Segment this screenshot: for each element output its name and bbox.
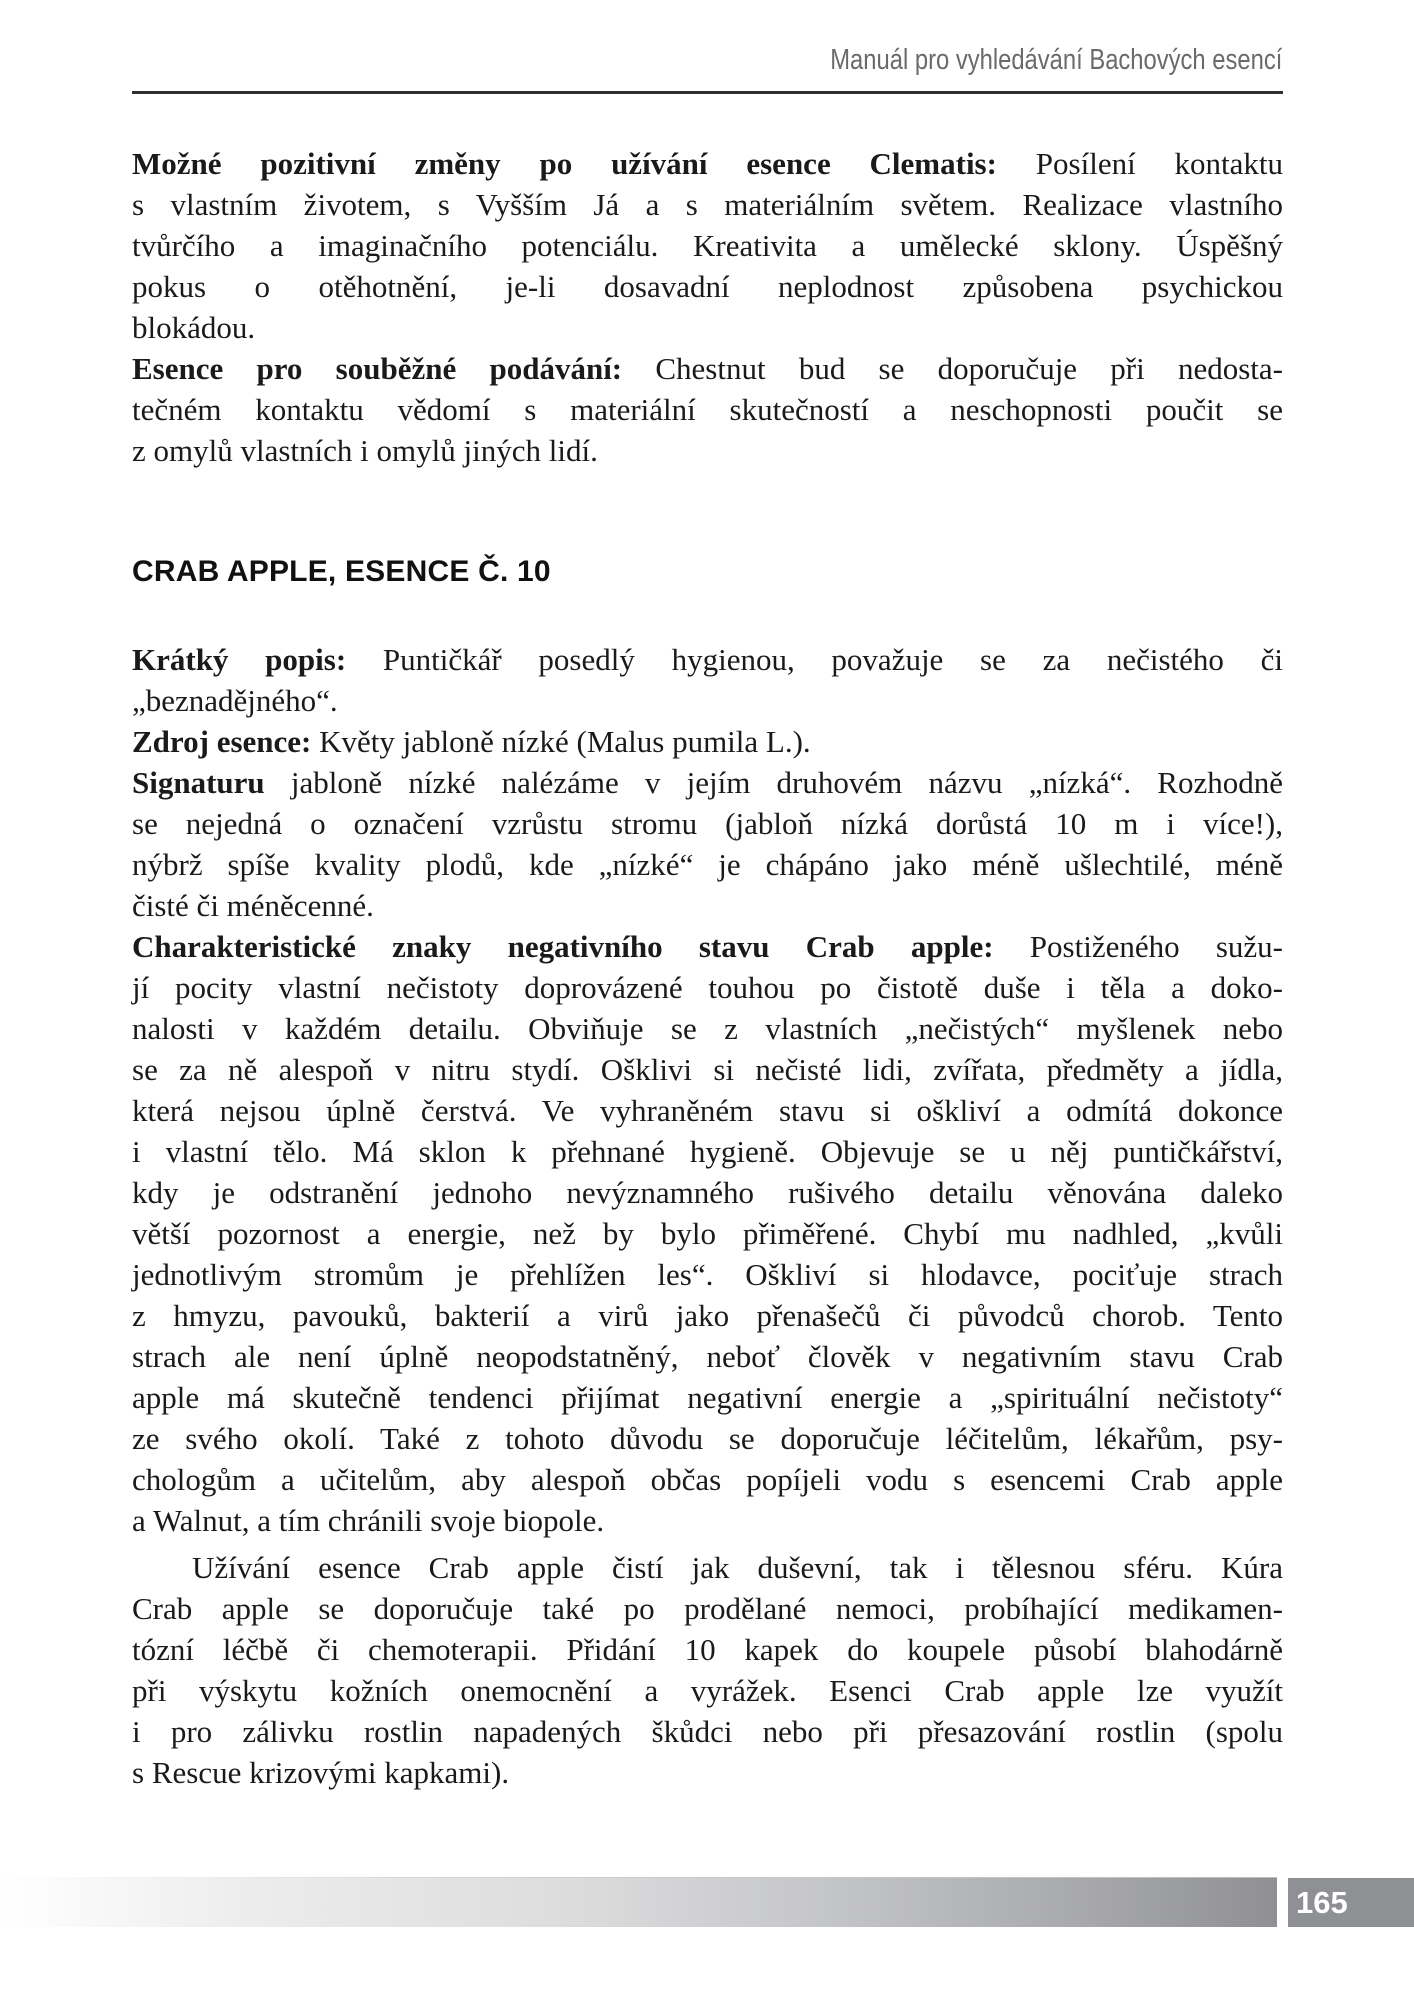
running-header-title: Manuál pro vyhledávání Bachových esencí xyxy=(829,44,1282,76)
short-description-line: „beznadějného“. xyxy=(132,683,338,718)
negative-state-line: chologům a učitelům, aby alespoň občas popíjeli vodu s esencemi Crab apple xyxy=(132,1462,1283,1497)
source-label: Zdroj esence: xyxy=(132,724,312,759)
negative-state-line: větší pozornost a energie, než by bylo přiměřené. Chybí mu nadhled, „kvůli xyxy=(132,1216,1283,1251)
footer-gradient-bar xyxy=(0,1878,1277,1927)
positive-changes-line: pokus o otěhotnění, je-li dosavadní neplodnost způsobena psychickou xyxy=(132,269,1283,304)
positive-changes-line: blokádou. xyxy=(132,310,256,345)
concurrent-essences-line: Esence pro souběžné podávání: Chestnut bud se doporučuje při nedosta- xyxy=(132,351,1283,386)
page-number-box xyxy=(1288,1878,1414,1927)
signature-line: se nejedná o označení vzrůstu stromu (jabloň nízká dorůstá 10 m i více!), xyxy=(132,806,1283,841)
negative-state-line: jednotlivým stromům je přehlížen les“. Oškliví si hlodavce, pociťuje strach xyxy=(132,1257,1283,1292)
negative-state-line: Charakteristické znaky negativního stavu Crab apple: Postiženého sužu- xyxy=(132,929,1283,964)
negative-state-line: apple má skutečně tendenci přijímat negativní energie a „spirituální nečistoty“ xyxy=(132,1380,1283,1415)
negative-state-line: jí pocity vlastní nečistoty doprovázené touhou po čistotě duše i těla a doko- xyxy=(132,970,1283,1005)
negative-state-line: která nejsou úplně čerstvá. Ve vyhraněném stavu si oškliví a odmítá dokonce xyxy=(132,1093,1283,1128)
section-heading: CRAB APPLE, ESENCE Č. 10 xyxy=(132,555,551,588)
positive-changes-label: Možné pozitivní změny po užívání esence Clematis: xyxy=(132,146,997,181)
positive-changes-line: tvůrčího a imaginačního potenciálu. Kreativita a umělecké sklony. Úspěšný xyxy=(132,228,1283,263)
short-description-line: Krátký popis: Puntičkář posedlý hygienou, považuje se za nečistého či xyxy=(132,642,1283,677)
concurrent-essences-line: tečném kontaktu vědomí s materiální skutečností a neschopnosti poučit se xyxy=(132,392,1283,427)
concurrent-essences-label: Esence pro souběžné podávání: xyxy=(132,351,623,386)
source-line: Zdroj esence: Květy jabloně nízké (Malus pumila L.). xyxy=(132,724,811,759)
header-rule xyxy=(132,91,1283,94)
page-number: 165 xyxy=(1296,1885,1348,1920)
negative-state-line: z hmyzu, pavouků, bakterií a virů jako přenašečů či původců chorob. Tento xyxy=(132,1298,1283,1333)
short-description-label: Krátký popis: xyxy=(132,642,347,677)
concurrent-essences-line: z omylů vlastních i omylů jiných lidí. xyxy=(132,433,598,468)
negative-state-line: a Walnut, a tím chránili svoje biopole. xyxy=(132,1503,605,1538)
negative-state-line: se za ně alespoň v nitru stydí. Ošklivi si nečisté lidi, zvířata, předměty a jídla, xyxy=(132,1052,1283,1087)
signature-line: Signaturu jabloně nízké nalézáme v jejím druhovém názvu „nízká“. Rozhodně xyxy=(132,765,1283,800)
negative-state-line: kdy je odstranění jednoho nevýznamného rušivého detailu věnována daleko xyxy=(132,1175,1283,1210)
negative-state-line: nalosti v každém detailu. Obviňuje se z vlastních „nečistých“ myšlenek nebo xyxy=(132,1011,1283,1046)
usage-paragraph-line: Crab apple se doporučuje také po prodělané nemoci, probíhající medikamen- xyxy=(132,1591,1283,1626)
usage-paragraph-line: s Rescue krizovými kapkami). xyxy=(132,1755,510,1790)
signature-line: nýbrž spíše kvality plodů, kde „nízké“ je chápáno jako méně ušlechtilé, méně xyxy=(132,847,1283,882)
negative-state-line: strach ale není úplně neopodstatněný, neboť člověk v negativním stavu Crab xyxy=(132,1339,1283,1374)
usage-paragraph-line: i pro zálivku rostlin napadených škůdci nebo při přesazování rostlin (spolu xyxy=(132,1714,1283,1749)
negative-state-label: Charakteristické znaky negativního stavu Crab apple: xyxy=(132,929,994,964)
usage-paragraph-line: při výskytu kožních onemocnění a vyrážek. Esenci Crab apple lze využít xyxy=(132,1673,1283,1708)
usage-paragraph-line: Užívání esence Crab apple čistí jak duševní, tak i tělesnou sféru. Kúra xyxy=(192,1550,1283,1585)
positive-changes-line: s vlastním životem, s Vyšším Já a s materiálním světem. Realizace vlastního xyxy=(132,187,1283,222)
signature-line: čisté či méněcenné. xyxy=(132,888,374,923)
positive-changes-line: Možné pozitivní změny po užívání esence Clematis: Posílení kontaktu xyxy=(132,146,1284,181)
negative-state-line: ze svého okolí. Také z tohoto důvodu se doporučuje léčitelům, lékařům, psy- xyxy=(132,1421,1283,1456)
signature-label: Signaturu xyxy=(132,765,265,800)
negative-state-line: i vlastní tělo. Má sklon k přehnané hygieně. Objevuje se u něj puntičkářství, xyxy=(132,1134,1283,1169)
usage-paragraph-line: tózní léčbě či chemoterapii. Přidání 10 kapek do koupele působí blahodárně xyxy=(132,1632,1283,1667)
